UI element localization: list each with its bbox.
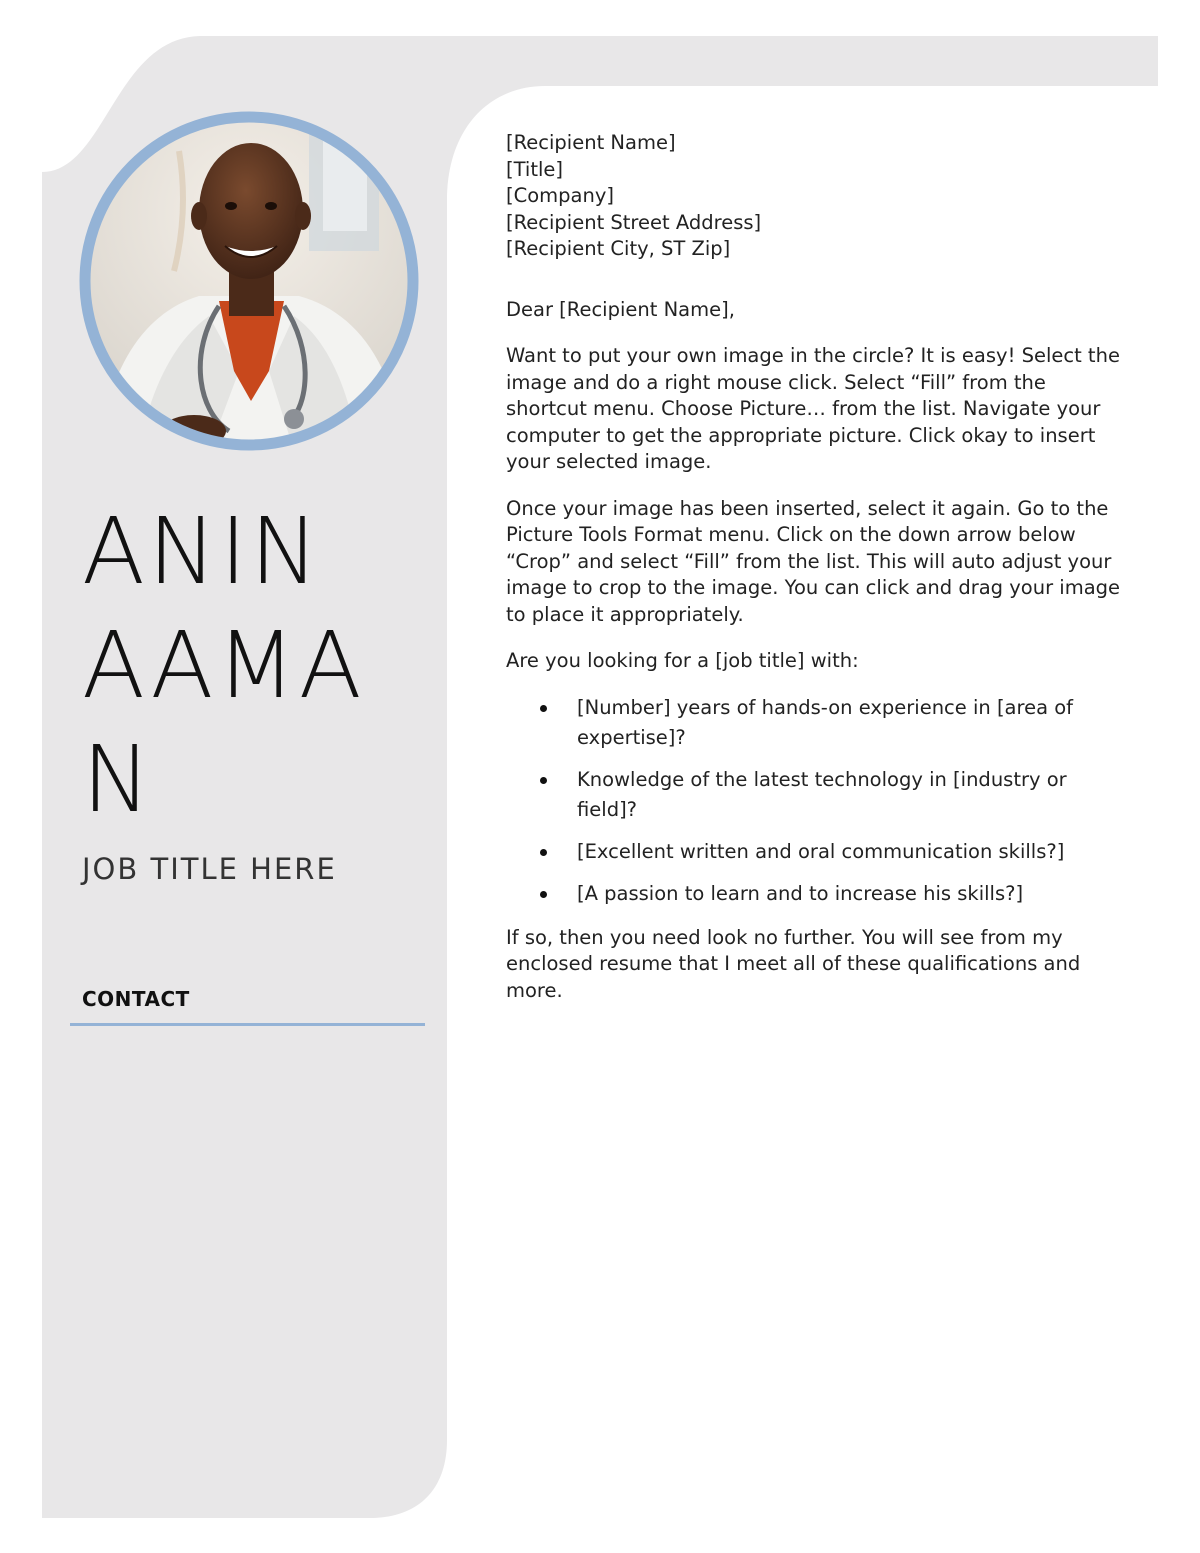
job-title: JOB TITLE HERE xyxy=(82,852,337,886)
recipient-address-block xyxy=(506,130,1131,263)
closing-paragraph: If so, then you need look no further. You will see from my enclosed resume that I meet all of these qualifications and more. xyxy=(506,925,1081,1002)
name-line-2: AAMA xyxy=(82,612,365,719)
paragraph-crop-instructions: Once your image has been inserted, select it again. Go to the Picture Tools Format menu. Click on the down arrow below “Crop” and select “Fill” from the list. This will auto adjust your image to crop to the image. You can click and drag your image to place it appropriately. xyxy=(506,496,1121,626)
list-item-text: [Number] years of hands-on experience in [area of expertise]? xyxy=(577,695,1074,749)
bullet-icon xyxy=(540,891,547,898)
salutation: Dear [Recipient Name], xyxy=(506,297,735,321)
recipient-street: [Recipient Street Address] xyxy=(506,210,762,234)
contact-heading: CONTACT xyxy=(82,987,190,1011)
recipient-title: [Title] xyxy=(506,157,564,181)
recipient-name: [Recipient Name] xyxy=(506,131,676,154)
list-item xyxy=(506,765,1131,825)
portrait-photo-doctor-icon xyxy=(79,111,419,451)
letter-body xyxy=(506,130,1131,1004)
contact-divider xyxy=(70,1023,425,1026)
bullet-icon xyxy=(540,705,547,712)
list-item xyxy=(506,879,1131,909)
name-line-3: N xyxy=(82,726,154,833)
name-line-1: ANIN xyxy=(82,498,322,605)
bullet-icon xyxy=(540,849,547,856)
qualifications-list xyxy=(506,693,1131,909)
list-item-text: Knowledge of the latest technology in [industry or field]? xyxy=(577,767,1067,821)
list-item xyxy=(506,693,1131,753)
list-item xyxy=(506,837,1131,867)
recipient-city: [Recipient City, ST Zip] xyxy=(506,237,731,260)
profile-photo[interactable] xyxy=(79,111,419,451)
bullet-icon xyxy=(540,777,547,784)
recipient-company: [Company] xyxy=(506,184,614,207)
paragraph-question: Are you looking for a [job title] with: xyxy=(506,649,859,672)
list-item-text: [A passion to learn and to increase his skills?] xyxy=(577,881,1024,905)
list-item-text: [Excellent written and oral communication skills?] xyxy=(577,839,1065,863)
applicant-name xyxy=(82,495,422,837)
paragraph-image-instructions: Want to put your own image in the circle? It is easy! Select the image and do a right mouse click. Select “Fill” from the shortcut menu. Choose Picture… from the list. Navigate your computer to get the appropriate picture. Click okay to insert your selected image. xyxy=(506,344,1120,473)
